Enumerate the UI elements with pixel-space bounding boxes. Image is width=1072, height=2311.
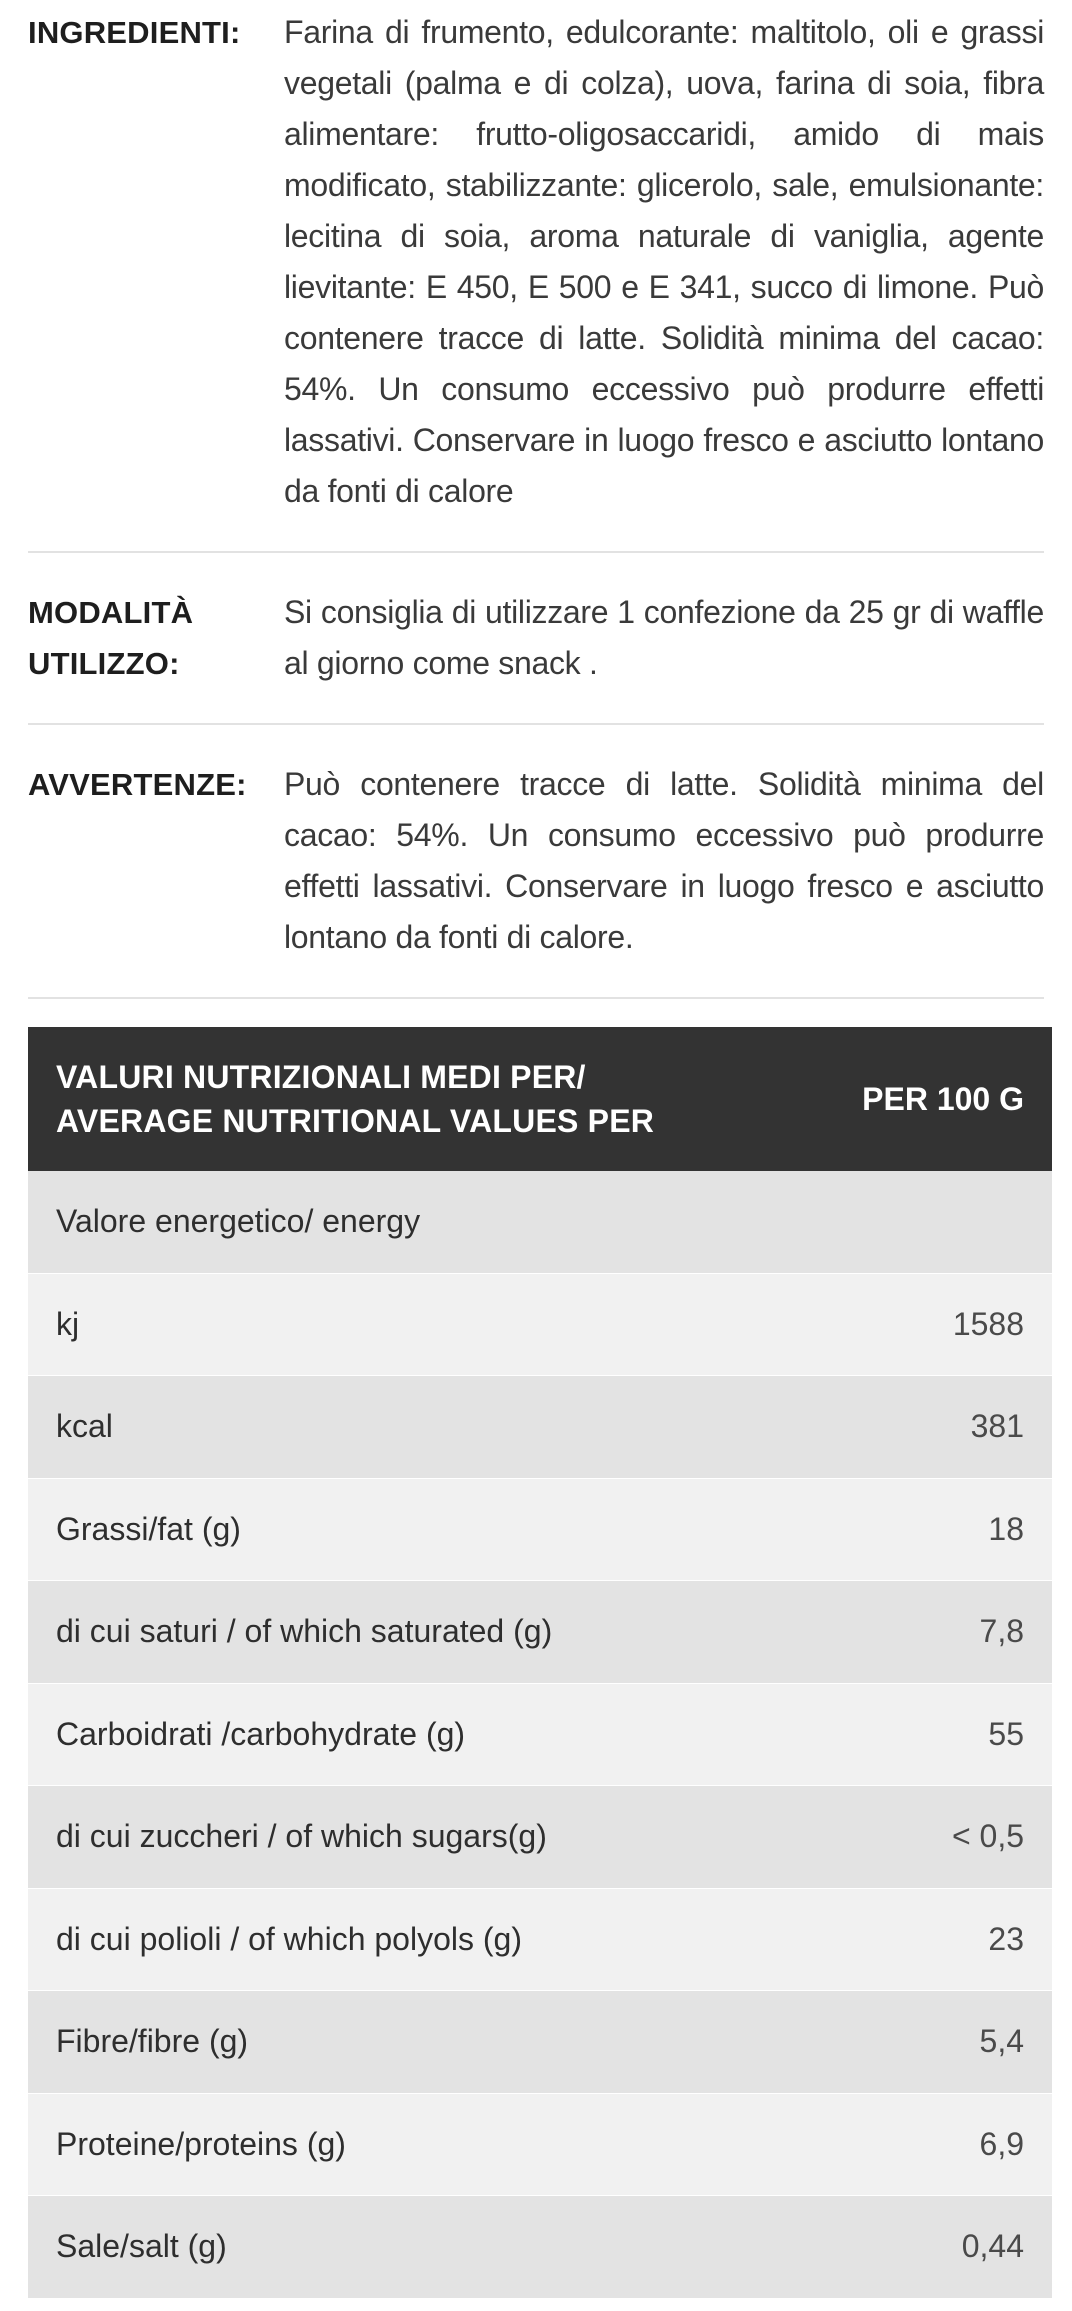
usage-text: Si consiglia di utilizzare 1 confezione da 25 gr di waffle al giorno come snack .: [284, 594, 1044, 681]
nutrient-value: 18: [988, 1510, 1024, 1547]
table-row: [28, 1991, 1052, 2094]
nutrient-value: 381: [970, 1408, 1024, 1445]
nutrient-name: Carboidrati /carbohydrate (g): [56, 1715, 466, 1752]
nutrient-name: di cui polioli / of which polyols (g): [56, 1920, 522, 1957]
usage-label-line2: UTILIZZO:: [28, 646, 180, 681]
table-row: [28, 2094, 1052, 2197]
table-row: [28, 1786, 1052, 1889]
nutrient-name: di cui saturi / of which saturated (g): [56, 1613, 553, 1650]
nutrient-name: kcal: [56, 1408, 113, 1445]
table-row: [28, 1171, 1052, 1274]
nutrient-value: 23: [988, 1920, 1024, 1957]
nutrient-value: 55: [988, 1715, 1024, 1752]
usage-section: [28, 553, 1044, 725]
nutrient-value: < 0,5: [951, 1818, 1024, 1855]
nutrient-name: kj: [56, 1305, 80, 1342]
table-row: [28, 1479, 1052, 1582]
ingredients-section: [28, 0, 1044, 553]
nutrient-name: Sale/salt (g): [56, 2228, 227, 2265]
nutrition-header-title: [56, 1055, 654, 1143]
ingredients-text: Farina di frumento, edulcorante: maltitolo, oli e grassi vegetali (palma e di colza), uova, farina di soia, fibra alimentare: frutto-oligosaccaridi, amido di mais modificato, stabilizzante: glicerolo, sale, emulsionante: lecitina di soia, aroma naturale di vaniglia, agente lievitante: E 450, E 500 e E 341, succo di limone. Può contenere tracce di latte. Solidità minima del cacao: 54%. Un consumo eccessivo può produrre effetti lassativi. Conservare in luogo fresco e asciutto lontano da fonti di calore: [284, 14, 1044, 509]
nutrient-value: 0,44: [961, 2228, 1024, 2265]
table-row: [28, 1274, 1052, 1377]
table-row: [28, 1376, 1052, 1479]
warnings-label: AVVERTENZE:: [28, 767, 247, 802]
table-row: [28, 1684, 1052, 1787]
nutrient-name: Valore energetico/ energy: [56, 1203, 421, 1240]
nutrient-name: Fibre/fibre (g): [56, 2023, 249, 2060]
table-row: [28, 1889, 1052, 1992]
table-row: [28, 2196, 1052, 2299]
nutrition-header-line1: VALURI NUTRIZIONALI MEDI PER/: [56, 1059, 586, 1095]
nutrient-name: Proteine/proteins (g): [56, 2125, 346, 2162]
table-row: [28, 1581, 1052, 1684]
nutrient-name: di cui zuccheri / of which sugars(g): [56, 1818, 547, 1855]
warnings-text: Può contenere tracce di latte. Solidità minima del cacao: 54%. Un consumo eccessivo può produrre effetti lassativi. Conservare in luogo fresco e asciutto lontano da fonti di calore.: [284, 766, 1044, 955]
nutrient-value: 7,8: [979, 1613, 1024, 1650]
nutrient-value: 5,4: [979, 2023, 1024, 2060]
usage-label-line1: MODALITÀ: [28, 595, 194, 630]
usage-label: [28, 587, 284, 689]
nutrition-table: [28, 1027, 1052, 2299]
nutrition-header-line2: AVERAGE NUTRITIONAL VALUES PER: [56, 1103, 655, 1139]
nutrient-name: Grassi/fat (g): [56, 1510, 241, 1547]
nutrient-value: 1588: [952, 1305, 1024, 1342]
nutrition-header-unit: PER 100 G: [862, 1081, 1024, 1117]
warnings-section: [28, 725, 1044, 999]
nutrient-value: 6,9: [979, 2125, 1024, 2162]
ingredients-label: INGREDIENTI:: [28, 15, 241, 50]
nutrition-table-header: [28, 1027, 1052, 1171]
